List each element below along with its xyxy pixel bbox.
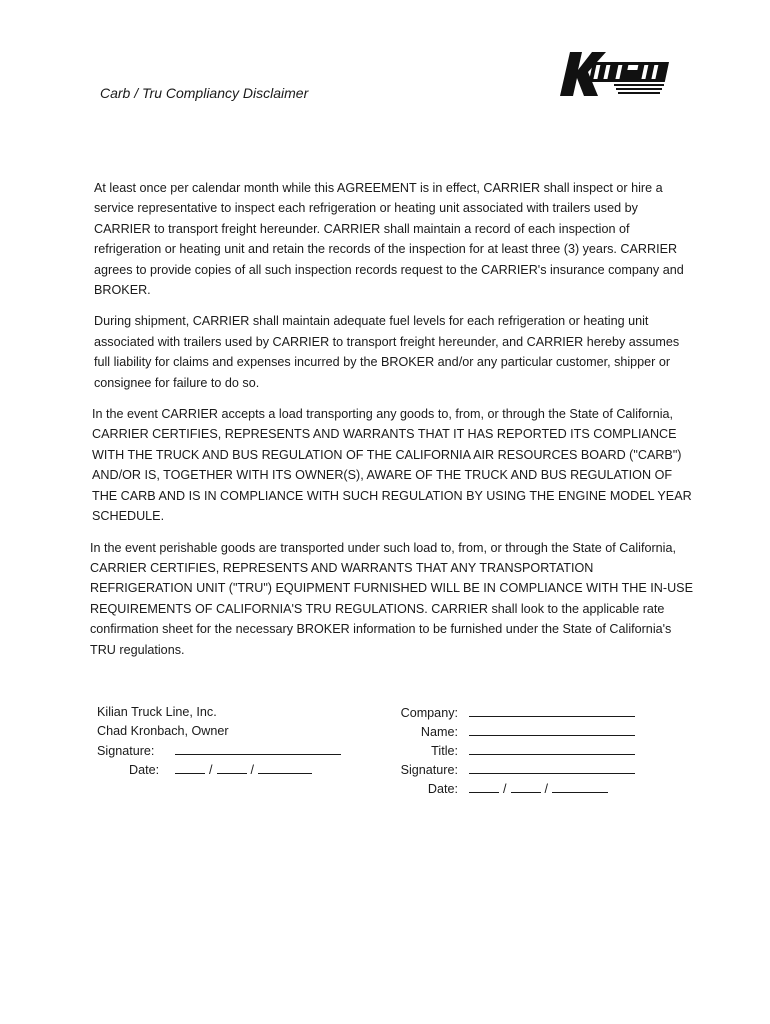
document-title: Carb / Tru Compliancy Disclaimer [100, 85, 309, 101]
carrier-signature-block [386, 703, 646, 798]
kilian-signature-row [97, 741, 387, 760]
kilian-date-row [97, 760, 387, 779]
kilian-date-label: Date: [129, 763, 160, 777]
kilian-date-day-line[interactable] [217, 760, 247, 774]
carrier-company-line[interactable] [469, 703, 635, 717]
date-separator: / [544, 782, 548, 796]
carrier-date-label: Date: [427, 782, 458, 796]
carrier-title-line[interactable] [469, 741, 635, 755]
carrier-date-day-line[interactable] [511, 779, 541, 793]
kilian-signature-label: Signature: [97, 744, 155, 758]
carrier-signature-row [386, 760, 646, 779]
paragraph-carb-compliance: In the event CARRIER accepts a load transporting any goods to, from, or through the State of California, CARRIER CERTIFIES, REPRESENTS AND WARRANTS THAT IT HAS REPORTED ITS COMPLIANCE WITH THE TRUCK AND BUS REGULATION OF THE CALIFORNIA AIR RESOURCES BOARD ("CARB") AND/OR IS, TOGETHER WITH ITS OWNER(S), AWARE OF THE TRUCK AND BUS REGULATION OF THE CARB AND IS IN COMPLIANCE WITH SUCH REGULATION BY USING THE ENGINE MODEL YEAR SCHEDULE. [92, 407, 692, 524]
carrier-date-month-line[interactable] [469, 779, 499, 793]
carrier-date-row [386, 779, 646, 798]
kilian-date-month-line[interactable] [175, 760, 205, 774]
kilian-owner-name: Chad Kronbach, Owner [97, 724, 229, 738]
carrier-company-label: Company: [400, 706, 458, 720]
date-separator: / [250, 763, 254, 777]
paragraph-fuel-levels: During shipment, CARRIER shall maintain adequate fuel levels for each refrigeration or heating unit associated with trailers used by CARRIER to transport freight hereunder, and CARRIER hereby assumes full liability for claims and expenses incurred by the BROKER and/or any particular customer, shipper or consignee for failure to do so. [94, 314, 680, 390]
carrier-title-label: Title: [431, 744, 458, 758]
paragraph-tru-compliance: In the event perishable goods are transported under such load to, from, or through the State of California, CARRIER CERTIFIES, REPRESENTS AND WARRANTS THAT ANY TRANSPORTATION REFRIGERATION UNIT ("TRU") EQUIPMENT FURNISHED WILL BE IN COMPLIANCE WITH THE IN-USE REQUIREMENTS OF CALIFORNIA'S TRU REGULATIONS. CARRIER shall look to the applicable rate confirmation sheet for the necessary BROKER information to be furnished under the State of California's TRU regulations. [90, 540, 693, 657]
date-separator: / [209, 763, 213, 777]
kilian-logo [556, 48, 674, 100]
carrier-company-row [386, 703, 646, 722]
date-separator: / [503, 782, 507, 796]
carrier-title-row [386, 741, 646, 760]
disclaimer-body [90, 178, 694, 671]
kilian-signature-block [97, 703, 387, 779]
paragraph-inspection: At least once per calendar month while this AGREEMENT is in effect, CARRIER shall inspect or hire a service representative to inspect each refrigeration or heating unit associated with trailers used by CARRIER to transport freight hereunder. CARRIER shall maintain a record of each inspection of refrigeration or heating unit and retain the records of the inspection for at least three (3) years. CARRIER agrees to provide copies of all such inspection records request to the CARRIER's insurance company and BROKER. [94, 181, 684, 298]
kilian-signature-line[interactable] [175, 741, 341, 755]
carrier-name-label: Name: [420, 725, 458, 739]
carrier-signature-line[interactable] [469, 760, 635, 774]
carrier-date-year-line[interactable] [552, 779, 608, 793]
carrier-name-row [386, 722, 646, 741]
carrier-name-line[interactable] [469, 722, 635, 736]
kilian-date-year-line[interactable] [258, 760, 312, 774]
kilian-logo-graphic [556, 48, 674, 100]
kilian-company-name: Kilian Truck Line, Inc. [97, 705, 217, 719]
carrier-signature-label: Signature: [400, 763, 458, 777]
